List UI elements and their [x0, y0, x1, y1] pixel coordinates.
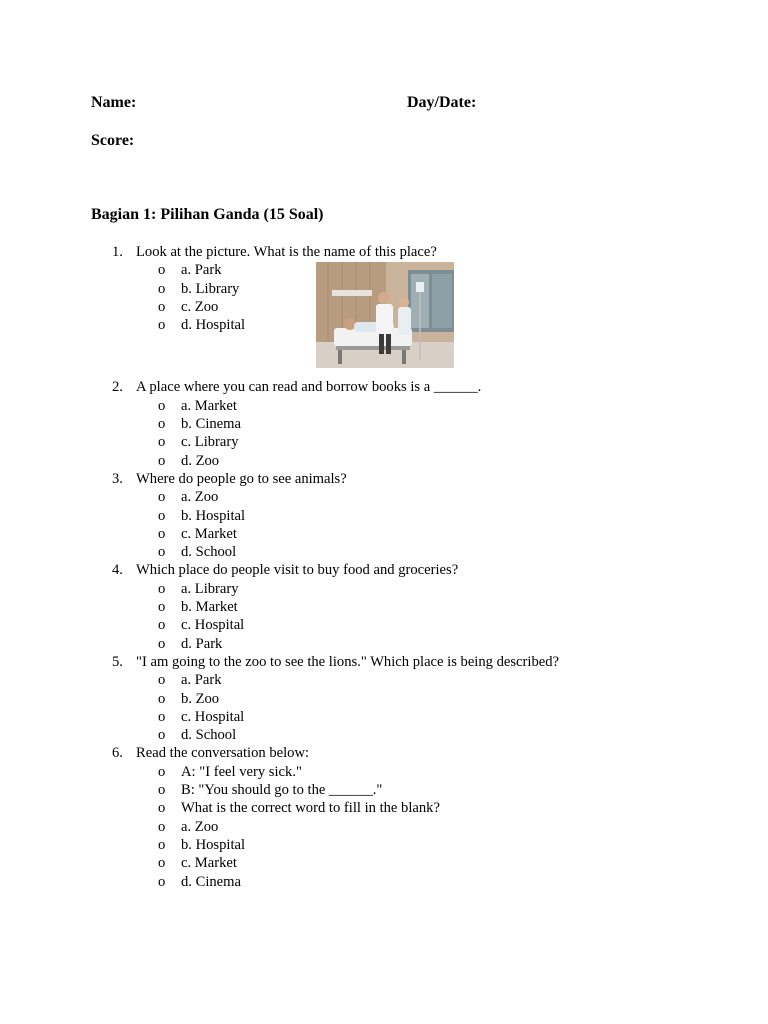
- option-item: [0, 415, 768, 433]
- bullet-icon: o: [158, 617, 166, 634]
- day-date-label: Day/Date:: [407, 94, 477, 111]
- option-item: [0, 708, 768, 726]
- bullet-icon: o: [158, 873, 166, 890]
- option-item: [0, 525, 768, 543]
- question-1: [0, 243, 768, 261]
- option-text: b. Cinema: [181, 416, 241, 433]
- option-text: d. School: [181, 727, 237, 744]
- option-text: c. Hospital: [181, 617, 245, 634]
- option-item: [0, 397, 768, 415]
- question-number: 2.: [112, 379, 123, 396]
- bullet-icon: o: [158, 507, 166, 524]
- option-item: [0, 726, 768, 744]
- bullet-icon: o: [158, 397, 166, 414]
- question-2: [0, 378, 768, 396]
- option-text: A: "I feel very sick.": [181, 763, 302, 780]
- option-text: c. Hospital: [181, 708, 245, 725]
- bullet-icon: o: [158, 544, 166, 561]
- option-text: d. Zoo: [181, 452, 220, 469]
- option-text: c. Market: [181, 855, 237, 872]
- question-3: [0, 470, 768, 488]
- bullet-icon: o: [158, 416, 166, 433]
- bullet-icon: o: [158, 452, 166, 469]
- bullet-icon: o: [158, 763, 166, 780]
- option-item: [0, 799, 768, 817]
- score-label: Score:: [91, 132, 135, 149]
- question-6: [0, 744, 768, 762]
- bullet-icon: o: [158, 525, 166, 542]
- section-title: Bagian 1: Pilihan Ganda (15 Soal): [91, 206, 324, 223]
- option-text: d. Hospital: [181, 317, 246, 334]
- option-text: What is the correct word to fill in the blank?: [181, 800, 440, 817]
- bullet-icon: o: [158, 818, 166, 835]
- option-text: b. Library: [181, 280, 240, 297]
- question-number: 1.: [112, 244, 123, 260]
- question-5: [0, 653, 768, 671]
- option-item: [0, 433, 768, 451]
- option-text: a. Market: [181, 397, 237, 414]
- option-item: [0, 580, 768, 598]
- option-text: a. Park: [181, 262, 222, 279]
- bullet-icon: o: [158, 489, 166, 506]
- bullet-icon: o: [158, 317, 166, 334]
- option-item: [0, 671, 768, 689]
- option-text: b. Market: [181, 599, 238, 616]
- bullet-icon: o: [158, 672, 166, 689]
- bullet-icon: o: [158, 782, 166, 799]
- question-text: Look at the picture. What is the name of this place?: [136, 244, 437, 260]
- bullet-icon: o: [158, 262, 166, 279]
- option-text: a. Zoo: [181, 489, 219, 506]
- option-item: [0, 690, 768, 708]
- option-text: c. Library: [181, 434, 239, 451]
- option-text: a. Park: [181, 672, 222, 689]
- option-item: [0, 818, 768, 836]
- question-text: Read the conversation below:: [136, 745, 310, 762]
- question-number: 5.: [112, 653, 123, 670]
- option-text: a. Zoo: [181, 818, 219, 835]
- option-item: [0, 598, 768, 616]
- option-text: b. Zoo: [181, 690, 220, 707]
- option-item: [0, 507, 768, 525]
- bullet-icon: o: [158, 434, 166, 451]
- bullet-icon: o: [158, 855, 166, 872]
- name-label: Name:: [91, 94, 137, 111]
- option-text: B: "You should go to the ______.": [181, 782, 383, 799]
- option-item: [0, 854, 768, 872]
- bullet-icon: o: [158, 836, 166, 853]
- option-text: b. Hospital: [181, 507, 246, 524]
- bullet-icon: o: [158, 727, 166, 744]
- bullet-icon: o: [158, 800, 166, 817]
- bullet-icon: o: [158, 580, 166, 597]
- option-text: a. Library: [181, 580, 239, 597]
- question-text: "I am going to the zoo to see the lions." Which place is being described?: [136, 653, 559, 670]
- bullet-icon: o: [158, 708, 166, 725]
- option-text: d. Park: [181, 635, 223, 652]
- bullet-icon: o: [158, 280, 166, 297]
- question-number: 3.: [112, 470, 123, 487]
- question-text: Which place do people visit to buy food and groceries?: [136, 562, 459, 579]
- question-number: 6.: [112, 745, 123, 762]
- option-item: [0, 488, 768, 506]
- option-item: [0, 763, 768, 781]
- bullet-icon: o: [158, 690, 166, 707]
- option-text: d. Cinema: [181, 873, 241, 890]
- option-item: [0, 635, 768, 653]
- bullet-icon: o: [158, 599, 166, 616]
- bullet-icon: o: [158, 635, 166, 652]
- option-text: b. Hospital: [181, 836, 246, 853]
- option-item: [0, 452, 768, 470]
- question-text: Where do people go to see animals?: [136, 470, 347, 487]
- option-text: c. Market: [181, 525, 237, 542]
- hospital-room-photo: [316, 262, 454, 368]
- option-item: [0, 543, 768, 561]
- question-number: 4.: [112, 562, 123, 579]
- option-item: [0, 873, 768, 891]
- question-text: A place where you can read and borrow books is a ______.: [136, 379, 482, 396]
- option-item: [0, 616, 768, 634]
- option-item: [0, 781, 768, 799]
- option-text: c. Zoo: [181, 298, 219, 315]
- question-4: [0, 561, 768, 579]
- option-text: d. School: [181, 544, 237, 561]
- bullet-icon: o: [158, 298, 166, 315]
- option-item: [0, 836, 768, 854]
